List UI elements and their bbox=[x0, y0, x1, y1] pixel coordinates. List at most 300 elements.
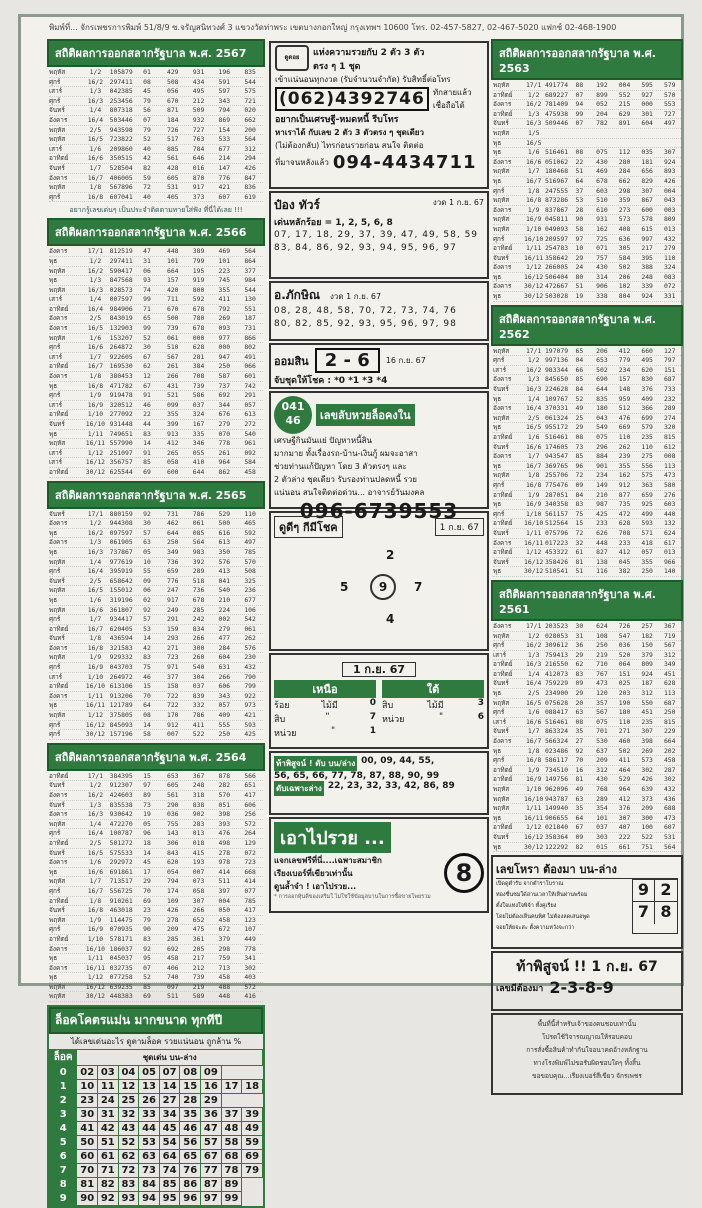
table-cell: 377 bbox=[166, 672, 179, 681]
luck-cell: 18 bbox=[242, 1080, 263, 1094]
table-cell: 16/7 bbox=[87, 362, 104, 371]
table-cell: 794 bbox=[218, 106, 231, 115]
table-cell: ศุกร์ bbox=[49, 615, 61, 624]
table-cell: จันทร์ bbox=[49, 576, 65, 585]
table-cell: ศุกร์ bbox=[49, 829, 61, 838]
table-cell: 380453 bbox=[109, 372, 133, 381]
table-row bbox=[49, 983, 263, 993]
table-cell: 296 bbox=[596, 442, 608, 451]
table-cell: 358642 bbox=[544, 253, 569, 262]
table-cell: 140 bbox=[663, 567, 676, 576]
table-cell: 412 bbox=[618, 548, 631, 557]
table-cell: 2/5 bbox=[89, 838, 102, 847]
table-cell: 14 bbox=[143, 634, 151, 643]
table-cell: 1/8 bbox=[89, 896, 102, 905]
lucky-line4: 2 ตัวล่าง ชุดเดียว รับรองท่านปลดหนี้ รวย bbox=[274, 475, 417, 484]
table-cell: 061 bbox=[166, 333, 179, 342]
table-cell: 289 bbox=[192, 567, 205, 576]
table-cell: พฤหัส bbox=[49, 605, 66, 614]
table-cell: 458 bbox=[218, 973, 231, 982]
table-cell: 529 bbox=[218, 509, 231, 518]
table-cell: 72 bbox=[143, 183, 151, 192]
table-cell: 023486 bbox=[544, 746, 569, 755]
table-cell: 509 bbox=[192, 106, 205, 115]
table-cell: 997 bbox=[641, 234, 653, 243]
table-cell: 266 bbox=[218, 672, 231, 681]
table-row bbox=[49, 945, 263, 955]
table-cell: 007 bbox=[192, 867, 205, 876]
table-cell: 662 bbox=[244, 115, 256, 124]
table-cell: 656 bbox=[641, 167, 653, 176]
table-cell: 355 bbox=[218, 285, 231, 294]
table-cell: 1/5 bbox=[528, 128, 540, 137]
table-cell: 81 bbox=[575, 775, 584, 784]
table-cell: ศุกร์ bbox=[49, 192, 61, 201]
table-cell: 556725 bbox=[109, 886, 133, 895]
table-cell: 689227 bbox=[544, 90, 569, 99]
table-cell: อาทิตย์ bbox=[49, 304, 69, 313]
table-cell: 2/5 bbox=[89, 314, 102, 323]
table-cell: 235 bbox=[641, 717, 653, 726]
table-cell: 460 bbox=[618, 737, 631, 746]
table-row bbox=[49, 410, 263, 420]
table-cell: 931448 bbox=[109, 420, 133, 428]
table-row bbox=[493, 471, 681, 481]
table-row bbox=[493, 510, 681, 520]
table-cell: 451 bbox=[641, 708, 653, 717]
table-cell: 1/2 bbox=[527, 356, 540, 365]
table-cell: ศุกร์ bbox=[493, 708, 505, 717]
table-cell: 616 bbox=[218, 528, 231, 537]
table-cell: 987 bbox=[596, 500, 608, 509]
luck-cell: 53 bbox=[139, 1136, 160, 1150]
table-cell: 234 bbox=[596, 471, 608, 480]
table-cell: 105879 bbox=[109, 68, 133, 76]
table-cell: 379 bbox=[641, 650, 653, 659]
table-cell: 265 bbox=[166, 448, 179, 457]
table-cell: 16/3 bbox=[87, 547, 104, 556]
table-cell: 99 bbox=[143, 295, 151, 304]
table-cell: 206 bbox=[618, 272, 631, 281]
table-row bbox=[49, 586, 263, 596]
table-cell: อาทิตย์ bbox=[493, 490, 513, 499]
table-cell: 69 bbox=[143, 992, 151, 1001]
table-cell: 72 bbox=[575, 471, 584, 480]
table-cell: 272 bbox=[244, 420, 256, 428]
stat-table bbox=[493, 81, 681, 302]
table-cell: 056 bbox=[166, 87, 179, 96]
table-cell: พฤหัส bbox=[493, 196, 510, 205]
table-cell: 575 bbox=[641, 471, 653, 480]
table-row bbox=[493, 423, 681, 433]
table-row bbox=[49, 324, 263, 334]
luck-box-subtitle: ได้เลขเด่นอะไร ดูตามล็อค รวยแน่นอน ถูกล้าน % bbox=[70, 1037, 242, 1047]
luck-cell: 58 bbox=[221, 1136, 242, 1150]
table-cell: อังคาร bbox=[493, 621, 512, 630]
table-cell: 469 bbox=[218, 247, 231, 256]
table-cell: 186037 bbox=[109, 944, 133, 953]
duudee-title: ดูดีๆ กีมีโชค bbox=[274, 516, 343, 538]
table-cell: 502 bbox=[596, 365, 608, 374]
stat-table bbox=[49, 772, 263, 1002]
table-cell: อังคาร bbox=[49, 858, 68, 867]
table-cell: 013 bbox=[192, 829, 205, 838]
middle-column bbox=[269, 39, 489, 915]
table-row bbox=[49, 372, 263, 382]
table-cell: 250 bbox=[596, 641, 608, 650]
table-row bbox=[493, 699, 681, 709]
table-cell: 151 bbox=[663, 365, 676, 374]
table-cell: 426 bbox=[244, 163, 256, 172]
table-cell: 16/7 bbox=[87, 886, 104, 895]
table-cell: 041 bbox=[218, 576, 231, 585]
table-cell: ศุกร์ bbox=[493, 234, 505, 243]
table-cell: 262 bbox=[618, 442, 631, 451]
lucky-badge bbox=[274, 396, 312, 434]
table-cell: 122292 bbox=[544, 842, 569, 851]
text-line: โปรดใช้วิจารณญาณให้รอบคอบ bbox=[541, 1033, 633, 1042]
ommsin-label: ออมสิน bbox=[274, 354, 309, 368]
table-cell: 289 bbox=[663, 404, 676, 413]
table-cell: 719 bbox=[663, 631, 676, 640]
table-row bbox=[493, 500, 681, 510]
table-cell: อาทิตย์ bbox=[493, 519, 513, 528]
hora-box bbox=[491, 855, 683, 949]
table-cell: 29 bbox=[575, 689, 584, 698]
table-cell: 16/3 bbox=[525, 385, 542, 394]
table-cell: 75 bbox=[575, 509, 584, 518]
luck-row bbox=[50, 1108, 263, 1122]
table-cell: 138 bbox=[596, 557, 608, 566]
table-cell: 49 bbox=[575, 785, 584, 793]
table-cell: 052 bbox=[596, 100, 608, 109]
table-cell: 595 bbox=[641, 81, 653, 89]
table-cell: 506404 bbox=[544, 272, 569, 281]
table-cell: 790 bbox=[244, 672, 256, 681]
table-cell: 1/10 bbox=[525, 224, 542, 233]
table-cell: 417 bbox=[244, 906, 256, 915]
table-cell: 624 bbox=[596, 621, 608, 630]
table-cell: 498 bbox=[218, 838, 231, 847]
table-cell: อาทิตย์ bbox=[493, 109, 513, 118]
table-cell: 592 bbox=[192, 295, 205, 304]
table-cell: 16/5 bbox=[87, 135, 104, 144]
table-cell: 32 bbox=[575, 538, 584, 547]
table-cell: 531 bbox=[663, 832, 676, 841]
table-cell: 256 bbox=[244, 810, 256, 819]
table-cell: 1/12 bbox=[525, 263, 542, 272]
table-cell: พฤหัส bbox=[49, 557, 66, 566]
table-cell: 600 bbox=[641, 205, 653, 214]
table-cell: 1/11 bbox=[87, 691, 104, 700]
table-cell: 110 bbox=[618, 717, 631, 726]
table-cell: 475938 bbox=[544, 109, 569, 118]
table-cell: 94 bbox=[575, 100, 584, 109]
table-cell: 977 bbox=[218, 333, 231, 342]
table-cell: 893 bbox=[663, 167, 676, 176]
table-cell: 110 bbox=[641, 442, 653, 451]
table-cell: พุธ bbox=[493, 394, 502, 403]
luck-cell: 03 bbox=[98, 1066, 119, 1080]
table-cell: 931 bbox=[596, 215, 608, 224]
table-cell: 042385 bbox=[109, 87, 133, 96]
table-cell: 434 bbox=[192, 77, 205, 86]
table-cell: 91 bbox=[143, 448, 151, 457]
table-cell: 058 bbox=[192, 886, 205, 895]
table-cell: 1/8 bbox=[89, 372, 102, 381]
table-cell: 978 bbox=[218, 858, 231, 867]
table-cell: 66 bbox=[575, 365, 584, 374]
table-cell: พฤหัส bbox=[49, 982, 66, 991]
luck-row bbox=[50, 1150, 263, 1164]
table-cell: 79 bbox=[143, 125, 151, 134]
table-cell: 572 bbox=[244, 982, 256, 991]
table-cell: 09 bbox=[575, 480, 584, 489]
table-cell: 2/5 bbox=[527, 413, 540, 422]
table-cell: 561157 bbox=[544, 509, 569, 518]
ns-cell: " bbox=[439, 712, 444, 722]
table-cell: 16/5 bbox=[526, 138, 542, 147]
table-cell: 05 bbox=[143, 819, 151, 828]
table-cell: พฤหัส bbox=[493, 224, 510, 233]
table-row bbox=[49, 106, 263, 116]
table-cell: 786 bbox=[192, 711, 205, 720]
table-row bbox=[49, 548, 263, 558]
table-cell: 42 bbox=[143, 643, 151, 652]
table-cell: 473 bbox=[663, 813, 676, 822]
table-cell: 298 bbox=[618, 186, 631, 195]
table-cell: 465 bbox=[244, 519, 256, 528]
table-cell: 235 bbox=[641, 433, 653, 441]
ns-row bbox=[274, 726, 376, 740]
table-cell: 503028 bbox=[544, 292, 569, 301]
table-cell: 52 bbox=[143, 333, 151, 342]
table-cell: 82 bbox=[143, 163, 151, 172]
table-cell: 1/6 bbox=[89, 595, 102, 604]
luck-cell: 90 bbox=[77, 1192, 98, 1206]
table-cell: 556 bbox=[641, 461, 653, 470]
table-cell: อาทิตย์ bbox=[49, 410, 69, 419]
table-cell: 692 bbox=[218, 391, 231, 400]
table-cell: 399 bbox=[166, 420, 179, 428]
table-cell: ศุกร์ bbox=[493, 356, 505, 365]
table-cell: 16/6 bbox=[87, 154, 104, 163]
table-cell: พฤหัส bbox=[49, 711, 66, 720]
aopai-line3: ดูนล้ำจำ ! เอาไปรวย... bbox=[274, 881, 357, 891]
table-cell: 922605 bbox=[109, 352, 133, 361]
table-cell: 279 bbox=[218, 420, 231, 428]
table-cell: จันทร์ bbox=[49, 420, 65, 428]
table-cell: 356757 bbox=[109, 458, 133, 467]
table-cell: อาทิตย์ bbox=[493, 669, 513, 678]
table-cell: 510 bbox=[166, 343, 179, 352]
table-cell: 644 bbox=[596, 385, 608, 394]
table-cell: 021840 bbox=[544, 823, 569, 832]
table-cell: 1/4 bbox=[89, 819, 102, 828]
table-cell: 072 bbox=[244, 848, 256, 857]
table-cell: 15 bbox=[575, 519, 584, 528]
table-cell: 307 bbox=[641, 727, 653, 736]
table-cell: 906 bbox=[596, 282, 608, 291]
table-cell: 17/1 bbox=[525, 81, 542, 89]
aopai-line2: เรียงเบอร์ที่เขียวเท่านั้น bbox=[274, 868, 353, 878]
table-cell: 16 bbox=[575, 765, 584, 774]
table-cell: 250 bbox=[218, 362, 231, 371]
table-cell: 943547 bbox=[544, 452, 569, 461]
table-cell: 1/2 bbox=[527, 90, 540, 99]
table-cell: 964 bbox=[618, 785, 631, 793]
table-cell: 157 bbox=[166, 276, 179, 285]
table-row bbox=[493, 375, 681, 385]
table-cell: 88 bbox=[575, 81, 584, 89]
table-cell: 567 bbox=[166, 352, 179, 361]
table-cell: 839 bbox=[192, 691, 205, 700]
table-cell: 458 bbox=[244, 467, 256, 476]
table-cell: 037 bbox=[596, 823, 608, 832]
table-cell: 723822 bbox=[109, 135, 133, 144]
table-cell: 217 bbox=[192, 954, 205, 963]
table-cell: 16/9 bbox=[87, 663, 104, 672]
table-cell: 367 bbox=[192, 771, 205, 780]
table-cell: 355 bbox=[641, 557, 653, 566]
luck-cell: 73 bbox=[139, 1164, 160, 1178]
table-cell: 169530 bbox=[109, 362, 133, 371]
aopai-number: 8 bbox=[444, 853, 484, 893]
table-cell: 303 bbox=[596, 832, 608, 841]
table-cell: 209 bbox=[166, 925, 179, 934]
table-cell: 413 bbox=[218, 567, 231, 576]
table-cell: 570 bbox=[218, 791, 231, 799]
table-cell: 16/7 bbox=[87, 173, 104, 182]
table-cell: 45 bbox=[143, 87, 151, 96]
table-cell: 85 bbox=[575, 375, 584, 384]
table-cell: พฤหัส bbox=[493, 785, 510, 793]
table-cell: 30/12 bbox=[85, 467, 106, 476]
table-cell: จันทร์ bbox=[493, 557, 509, 566]
table-cell: 781409 bbox=[544, 100, 569, 109]
table-cell: จันทร์ bbox=[49, 800, 65, 809]
table-cell: 051 bbox=[218, 800, 231, 809]
table-cell: 1/2 bbox=[89, 256, 102, 265]
table-cell: 763 bbox=[192, 135, 205, 144]
table-cell: 195 bbox=[192, 266, 205, 275]
table-row bbox=[493, 215, 681, 225]
table-cell: 16/10 bbox=[85, 682, 106, 691]
table-cell: 690 bbox=[596, 375, 608, 384]
aopai-note: * การออกหุ้นดีของเสริมใ ไม่ใช่ใช้ข้อมูลบานในการซื้อขายโพยรวม bbox=[274, 894, 431, 900]
table-cell: 150 bbox=[641, 641, 653, 650]
table-cell: อังคาร bbox=[49, 247, 68, 256]
ns-cell: 7 bbox=[369, 712, 376, 722]
table-cell: พฤหัส bbox=[49, 135, 66, 144]
luck-cell: 35 bbox=[180, 1108, 201, 1122]
luck-box bbox=[47, 1005, 265, 1208]
table-cell: 16/7 bbox=[87, 624, 104, 633]
table-cell: 57 bbox=[143, 615, 151, 624]
table-cell: อังคาร bbox=[49, 314, 68, 323]
table-row bbox=[493, 395, 681, 405]
table-cell: พุธ bbox=[493, 689, 502, 698]
table-cell: 436 bbox=[663, 794, 676, 803]
table-cell: 16/6 bbox=[525, 717, 542, 726]
ns-date: 1 ก.ย. 67 bbox=[342, 662, 416, 677]
table-cell: 62 bbox=[575, 660, 584, 669]
table-cell: 809 bbox=[641, 660, 653, 669]
table-row bbox=[493, 263, 681, 273]
table-row bbox=[493, 539, 681, 549]
table-row bbox=[493, 660, 681, 670]
north-block bbox=[274, 680, 376, 740]
ns-cell: 6 bbox=[477, 712, 484, 722]
table-cell: 512564 bbox=[544, 519, 569, 528]
table-cell: 677 bbox=[218, 144, 231, 153]
table-cell: 409 bbox=[641, 394, 653, 403]
table-cell bbox=[658, 129, 681, 138]
table-row bbox=[49, 730, 263, 740]
table-cell: 692 bbox=[166, 944, 179, 953]
table-cell: 1/4 bbox=[527, 669, 540, 678]
luck-cell: 23 bbox=[77, 1094, 98, 1108]
table-cell: 018 bbox=[192, 838, 205, 847]
table-cell: พุธ bbox=[493, 461, 502, 470]
table-cell: 414 bbox=[244, 877, 256, 886]
table-cell: 780 bbox=[192, 314, 205, 323]
table-cell: 735 bbox=[618, 500, 631, 509]
table-cell: 375805 bbox=[109, 711, 133, 720]
table-row bbox=[49, 391, 263, 401]
luck-cell: 24 bbox=[98, 1094, 119, 1108]
table-cell: 143 bbox=[166, 829, 179, 838]
table-cell: 726 bbox=[618, 621, 631, 630]
table-cell: 659 bbox=[166, 567, 179, 576]
table-cell: 157196 bbox=[109, 730, 133, 739]
table-cell: 234 bbox=[618, 365, 631, 374]
table-cell: 01 bbox=[143, 68, 151, 76]
table-cell: 471782 bbox=[109, 381, 133, 390]
luck-cell: 85 bbox=[159, 1178, 180, 1192]
table-cell: 47 bbox=[143, 247, 151, 256]
table-cell: 10 bbox=[575, 244, 584, 253]
table-cell: 19 bbox=[575, 292, 584, 301]
table-cell: 590417 bbox=[109, 266, 133, 275]
table-row bbox=[49, 154, 263, 164]
table-cell: 488 bbox=[218, 982, 231, 991]
table-cell: 043703 bbox=[109, 663, 133, 672]
table-cell: 000 bbox=[218, 343, 231, 352]
table-cell: พุธ bbox=[493, 138, 502, 147]
table-cell: 775476 bbox=[544, 480, 569, 489]
table-cell: 155012 bbox=[109, 586, 133, 595]
table-cell: อาทิตย์ bbox=[49, 771, 69, 780]
table-row bbox=[493, 356, 681, 366]
table-row bbox=[49, 295, 263, 305]
table-cell: 06 bbox=[143, 266, 151, 275]
table-cell: 16/7 bbox=[525, 176, 542, 185]
table-cell: 223 bbox=[218, 266, 231, 275]
table-cell: 586117 bbox=[544, 756, 569, 765]
table-row bbox=[49, 868, 263, 878]
table-cell: 332 bbox=[192, 701, 205, 710]
table-cell: 250 bbox=[218, 730, 231, 739]
table-row bbox=[49, 653, 263, 663]
table-cell: 300 bbox=[641, 813, 653, 822]
table-cell: 16/2 bbox=[87, 77, 104, 86]
table-row bbox=[49, 401, 263, 411]
table-cell: 1/9 bbox=[89, 653, 102, 662]
table-row bbox=[49, 916, 263, 926]
table-row bbox=[49, 276, 263, 286]
text-line: จอยให้ยจะสะ ตั้งความหวังจะกว่า bbox=[496, 925, 575, 932]
